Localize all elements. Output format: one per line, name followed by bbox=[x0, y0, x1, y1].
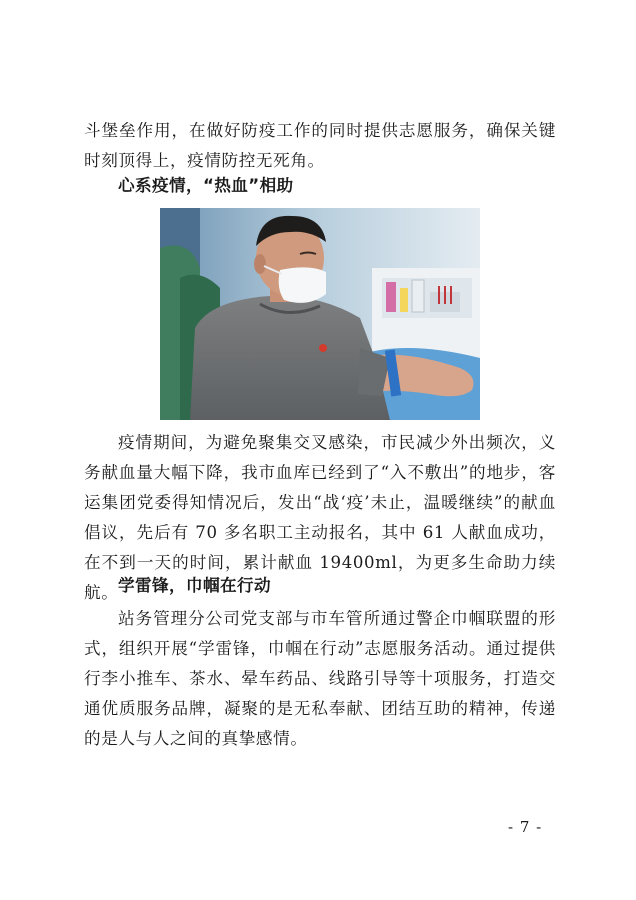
paragraph-continued: 斗堡垒作用，在做好防疫工作的同时提供志愿服务，确保关键时刻顶得上，疫情防控无死角。 bbox=[84, 121, 556, 170]
blood-donation-illustration bbox=[160, 208, 480, 420]
page-number: - 7 - bbox=[508, 818, 543, 836]
paragraph-lei-feng: 站务管理分公司党支部与市车管所通过警企巾帼联盟的形式，组织开展“学雷锋，巾帼在行动”志愿服务活动。通过提供行李小推车、茶水、晕车药品、线路引导等十项服务，打造交通优质服务品牌，凝聚的是无私奉献、团结互助的精神，传递的是人与人之间的真挚感情。 bbox=[84, 609, 556, 748]
section-heading-lei-feng: 学雷锋，巾帼在行动 bbox=[118, 576, 271, 595]
section-heading-blood-donation: 心系疫情，“热血”相助 bbox=[118, 176, 294, 195]
paragraph-blood-donation: 疫情期间，为避免聚集交叉感染，市民减少外出频次，义务献血量大幅下降，我市血库已经到了“入不敷出”的地步，客运集团党委得知情况后，发出“战‘疫’未止，温暖继续”的献血倡议，先后有 70 多名职工主动报名，其中 61 人献血成功，在不到一天的时间，累计献血 19400ml，为更多生命助力续航。 bbox=[84, 433, 556, 602]
blood-donation-photo bbox=[160, 208, 480, 420]
